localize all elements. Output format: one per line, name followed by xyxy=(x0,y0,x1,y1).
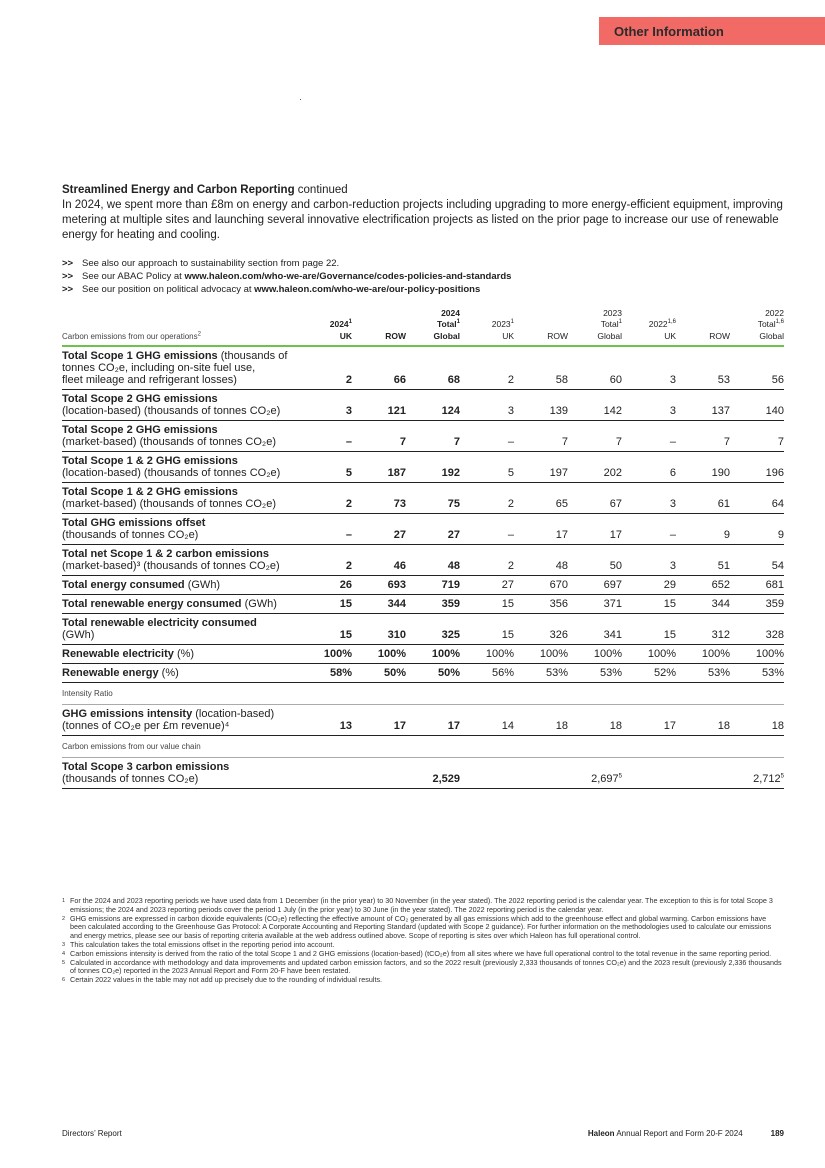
row-label: Renewable energy (%) xyxy=(62,664,298,683)
footnote-text: This calculation takes the total emissions offset in the reporting period into account. xyxy=(70,939,335,949)
table-cell: 53% xyxy=(568,664,622,683)
footnote-number: 6 xyxy=(62,977,66,984)
table-cell: 7 xyxy=(352,421,406,452)
column-header: UK xyxy=(298,330,352,346)
table-subheader xyxy=(62,683,784,705)
section-tab: Other Information xyxy=(599,17,825,45)
table-cell: 9 xyxy=(730,514,784,545)
table-cell: 2,529 xyxy=(406,758,460,789)
table-row xyxy=(62,514,784,545)
table-cell: 53 xyxy=(676,346,730,390)
table-cell: 344 xyxy=(352,595,406,614)
table-row xyxy=(62,421,784,452)
table-cell: 100% xyxy=(460,645,514,664)
table-cell: 190 xyxy=(676,452,730,483)
table-cell: 50 xyxy=(568,545,622,576)
table-cell: 356 xyxy=(514,595,568,614)
heading-bold: Streamlined Energy and Carbon Reporting xyxy=(62,184,295,196)
header-2022: 2022$^{1,6}$ xyxy=(648,319,676,329)
table-cell: 3 xyxy=(298,390,352,421)
table-row xyxy=(62,452,784,483)
footer-doc-title: Annual Report and Form 20-F 2024 xyxy=(614,1129,743,1138)
table-cell: 50% xyxy=(352,664,406,683)
table-cell: 139 xyxy=(514,390,568,421)
table-cell: – xyxy=(622,514,676,545)
table-cell: 17 xyxy=(406,705,460,736)
table-cell: 7 xyxy=(406,421,460,452)
table-row xyxy=(62,346,784,390)
reference-link[interactable] xyxy=(62,270,784,283)
table-cell: 27 xyxy=(352,514,406,545)
table-cell: 3 xyxy=(622,545,676,576)
table-cell: 5 xyxy=(460,452,514,483)
table-cell: 100% xyxy=(730,645,784,664)
table-cell: 53% xyxy=(730,664,784,683)
table-cell: 15 xyxy=(460,614,514,645)
table-cell: 15 xyxy=(460,595,514,614)
table-cell: 56 xyxy=(730,346,784,390)
table-cell: 65 xyxy=(514,483,568,514)
table-cell: 2 xyxy=(460,483,514,514)
table-cell: 46 xyxy=(352,545,406,576)
row-label: Total renewable electricity consumed (GWh) xyxy=(62,614,298,645)
abac-policy-link[interactable]: www.haleon.com/who-we-are/Governance/codes-policies-and-standards xyxy=(184,271,512,282)
footnote-number: 3 xyxy=(62,941,66,948)
table-cell: 2 xyxy=(298,346,352,390)
arrow-icon: >> xyxy=(62,284,74,295)
table-cell: – xyxy=(298,421,352,452)
column-header: ROW xyxy=(676,330,730,346)
table-cell: 27 xyxy=(460,576,514,595)
table-cell: 68 xyxy=(406,346,460,390)
table-cell: 58 xyxy=(514,346,568,390)
row-label: Total GHG emissions offset (thousands of tonnes CO₂e) xyxy=(62,514,298,545)
table-cell: 14 xyxy=(460,705,514,736)
table-cell: 15 xyxy=(298,595,352,614)
reference-text: See also our approach to sustainability section from page 22. xyxy=(82,258,340,269)
table-cell: 50% xyxy=(406,664,460,683)
table-cell: 325 xyxy=(406,614,460,645)
table-body xyxy=(62,346,784,789)
table-column-header xyxy=(62,330,784,346)
table-cell: 5 xyxy=(298,452,352,483)
row-label: Total Scope 2 GHG emissions (market-based) (thousands of tonnes CO₂e) xyxy=(62,421,298,452)
table-cell: 3 xyxy=(460,390,514,421)
footnote-number: 5 xyxy=(62,959,66,966)
column-header: UK xyxy=(460,330,514,346)
table-cell: 192 xyxy=(406,452,460,483)
table-row xyxy=(62,576,784,595)
table-cell: 17 xyxy=(568,514,622,545)
table-row xyxy=(62,664,784,683)
table-cell: 56% xyxy=(460,664,514,683)
table-cell: 48 xyxy=(406,545,460,576)
table-cell: – xyxy=(460,514,514,545)
table-cell: 137 xyxy=(676,390,730,421)
table-cell: 18 xyxy=(514,705,568,736)
table-cell: 64 xyxy=(730,483,784,514)
table-year-header xyxy=(62,308,784,330)
content xyxy=(62,183,784,789)
table-cell: 2 xyxy=(460,346,514,390)
column-header: ROW xyxy=(514,330,568,346)
table-cell: 7 xyxy=(568,421,622,452)
row-label: Total Scope 2 GHG emissions (location-based) (thousands of tonnes CO₂e) xyxy=(62,390,298,421)
heading-rest: continued xyxy=(294,184,348,196)
table-cell: 2 xyxy=(298,545,352,576)
page-number: 189 xyxy=(770,1129,784,1138)
table-row xyxy=(62,483,784,514)
table-cell: 2 xyxy=(460,545,514,576)
header-2024: 2024$^1$ xyxy=(329,319,352,329)
header-2023: 2023$^1$ xyxy=(491,319,514,329)
row-label: GHG emissions intensity (location-based) (tonnes of CO₂e per £m revenue)⁴ xyxy=(62,705,298,736)
table-cell: 328 xyxy=(730,614,784,645)
table-cell: 7 xyxy=(514,421,568,452)
table-cell: 100% xyxy=(568,645,622,664)
table-cell: 6 xyxy=(622,452,676,483)
table-cell: 66 xyxy=(352,346,406,390)
table-cell: 2,712$^5$ xyxy=(730,758,784,789)
header-2023-total: 2023 Total$^1$ xyxy=(600,308,622,329)
table-cell: 142 xyxy=(568,390,622,421)
table-cell: 75 xyxy=(406,483,460,514)
table-row xyxy=(62,705,784,736)
table-cell: 100% xyxy=(352,645,406,664)
table-cell: 3 xyxy=(622,346,676,390)
footnote xyxy=(62,897,784,915)
table-row xyxy=(62,390,784,421)
table-cell: – xyxy=(622,421,676,452)
row-label: Total net Scope 1 & 2 carbon emissions (market-based)³ (thousands of tonnes CO₂e) xyxy=(62,545,298,576)
row-label: Total Scope 1 & 2 GHG emissions (market-based) (thousands of tonnes CO₂e) xyxy=(62,483,298,514)
footer-brand: Haleon xyxy=(587,1129,615,1138)
table-cell: 67 xyxy=(568,483,622,514)
table-cell: 670 xyxy=(514,576,568,595)
row-label: Total energy consumed (GWh) xyxy=(62,576,298,595)
arrow-icon: >> xyxy=(62,271,74,282)
footer-section: Directors’ Report xyxy=(62,1129,122,1138)
footnote-text: Certain 2022 values in the table may not add up precisely due to the rounding of individual results. xyxy=(70,975,383,985)
table-cell: 26 xyxy=(298,576,352,595)
footnotes xyxy=(62,897,784,985)
table-row xyxy=(62,645,784,664)
table-cell: 359 xyxy=(406,595,460,614)
intensity-ratio-label: Intensity Ratio xyxy=(62,683,784,705)
column-header: Global xyxy=(406,330,460,346)
table-cell: 140 xyxy=(730,390,784,421)
table-cell: 9 xyxy=(676,514,730,545)
footnote-text: GHG emissions are expressed in carbon dioxide equivalents (CO₂e) reflecting the effective amount of CO₂ generated by all gas emissions which add to the greenhouse effect and global warming. Carbon emissions have been calculated according to the Greenhouse Gas Protocol: A Corporate Accounting and Reporting Standard (updated with Scope 2 guidance). For further information on the methodologies used to calculate our emissions and energy metrics, please see our basis of reporting criteria available at the web address outlined above. Scope of reporting is sites over which Haleon has full operational control. xyxy=(70,913,772,941)
reference-text: See our position on political advocacy at xyxy=(82,284,255,295)
table-cell: 341 xyxy=(568,614,622,645)
table-cell: 7 xyxy=(730,421,784,452)
table-cell: 15 xyxy=(622,595,676,614)
header-2024-total: 2024 Total$^1$ xyxy=(436,308,460,329)
table-cell: 7 xyxy=(676,421,730,452)
section-heading xyxy=(62,183,784,198)
row-label: Total Scope 1 & 2 GHG emissions (location-based) (thousands of tonnes CO₂e) xyxy=(62,452,298,483)
reference-text: See our ABAC Policy at xyxy=(82,271,185,282)
table-cell: 697 xyxy=(568,576,622,595)
table-cell: 15 xyxy=(622,614,676,645)
row-label: Total renewable energy consumed (GWh) xyxy=(62,595,298,614)
footnote-number: 4 xyxy=(62,950,66,957)
footnote-number: 2 xyxy=(62,915,66,922)
table-cell: 693 xyxy=(352,576,406,595)
table-cell: 196 xyxy=(730,452,784,483)
column-header: ROW xyxy=(352,330,406,346)
table-cell: 48 xyxy=(514,545,568,576)
column-header: UK xyxy=(622,330,676,346)
row-label: Total Scope 3 carbon emissions (thousands of tonnes CO₂e) xyxy=(62,758,298,789)
table-cell: 15 xyxy=(298,614,352,645)
header-2022-total: 2022 Total$^{1,6}$ xyxy=(757,308,784,329)
table-cell: 17 xyxy=(514,514,568,545)
table-cell: 100% xyxy=(406,645,460,664)
emissions-table xyxy=(62,308,784,789)
table-cell: 27 xyxy=(406,514,460,545)
table-cell: – xyxy=(298,514,352,545)
table-row xyxy=(62,758,784,789)
reference-link xyxy=(62,257,784,270)
table-cell: 187 xyxy=(352,452,406,483)
table-cell: 100% xyxy=(622,645,676,664)
table-cell: 719 xyxy=(406,576,460,595)
table-cell: 359 xyxy=(730,595,784,614)
table-cell: 100% xyxy=(676,645,730,664)
value-chain-label: Carbon emissions from our value chain xyxy=(62,736,784,758)
table-cell: 124 xyxy=(406,390,460,421)
table-cell: 310 xyxy=(352,614,406,645)
table-cell: 197 xyxy=(514,452,568,483)
table-cell: 121 xyxy=(352,390,406,421)
arrow-icon: >> xyxy=(62,258,74,269)
table-cell: 3 xyxy=(622,390,676,421)
footer-doc xyxy=(588,1129,784,1138)
column-label: Carbon emissions from our operations$^2$ xyxy=(62,330,298,346)
table-cell: 18 xyxy=(730,705,784,736)
stray-dot xyxy=(300,99,301,100)
table-cell: 13 xyxy=(298,705,352,736)
table-cell: 18 xyxy=(676,705,730,736)
row-label: Renewable electricity (%) xyxy=(62,645,298,664)
table-cell: 53% xyxy=(514,664,568,683)
table-cell: 100% xyxy=(514,645,568,664)
table-cell: 100% xyxy=(298,645,352,664)
table-cell: 17 xyxy=(352,705,406,736)
table-cell: 29 xyxy=(622,576,676,595)
table-cell: 681 xyxy=(730,576,784,595)
table-cell: 52% xyxy=(622,664,676,683)
row-label: Total Scope 1 GHG emissions (thousands of tonnes CO₂e, including on-site fuel use, fleet mileage and refrigerant losses) xyxy=(62,346,298,390)
footnote xyxy=(62,915,784,941)
reference-links xyxy=(62,257,784,296)
footnote-text: Calculated in accordance with methodology and data improvements and updated carbon emission factors, and so the 2022 result (previously 2,333 thousands of tonnes CO₂e) and the 2023 result (previously 2,336 thousands of tonnes CO₂e) reported in the 2023 Annual Report and Form 20-F have been restated. xyxy=(70,957,782,976)
table-cell: 652 xyxy=(676,576,730,595)
table-row xyxy=(62,614,784,645)
table-cell: 53% xyxy=(676,664,730,683)
footnote-text: Carbon emissions intensity is derived from the ratio of the total Scope 1 and 2 GHG emissions (location-based) (tCO₂e) from all sites where we have full operational control to the total revenue in the same reporting period. xyxy=(70,948,772,958)
footnote-text: For the 2024 and 2023 reporting periods we have used data from 1 December (in the prior year) to 30 November (in the year stated). The 2022 reporting period is the calendar year. The exception to this is for total Scope 3 emissions; the 2024 and 2023 reporting periods cover the period 1 July (in the prior year) to 30 June (in the year stated). The 2022 reporting period is the calendar year. xyxy=(70,896,773,914)
table-cell: 326 xyxy=(514,614,568,645)
footnote xyxy=(62,959,784,977)
policy-positions-link[interactable]: www.haleon.com/who-we-are/our-policy-positions xyxy=(254,284,481,295)
table-cell: 344 xyxy=(676,595,730,614)
footnote xyxy=(62,976,784,985)
table-cell: 61 xyxy=(676,483,730,514)
table-cell: 371 xyxy=(568,595,622,614)
table-cell: 51 xyxy=(676,545,730,576)
table-cell: 2 xyxy=(298,483,352,514)
table-row xyxy=(62,545,784,576)
column-header: Global xyxy=(730,330,784,346)
table-cell: 2,697$^5$ xyxy=(568,758,622,789)
table-cell: 60 xyxy=(568,346,622,390)
table-cell: 18 xyxy=(568,705,622,736)
table-cell: 3 xyxy=(622,483,676,514)
table-cell: 312 xyxy=(676,614,730,645)
table-cell: 54 xyxy=(730,545,784,576)
table-cell: 17 xyxy=(622,705,676,736)
footnote-number: 1 xyxy=(62,898,66,904)
table-cell: 58% xyxy=(298,664,352,683)
intro-paragraph: In 2024, we spent more than £8m on energy and carbon-reduction projects including upgrading to more energy-efficient equipment, improving metering at multiple sites and launching several innovative electrification projects as listed on the prior page to increase our use of renewable energy for heating and cooling. xyxy=(62,199,783,241)
table-cell: – xyxy=(460,421,514,452)
reference-link[interactable] xyxy=(62,283,784,296)
column-header: Global xyxy=(568,330,622,346)
table-subheader xyxy=(62,736,784,758)
table-cell: 202 xyxy=(568,452,622,483)
table-cell: 73 xyxy=(352,483,406,514)
table-row xyxy=(62,595,784,614)
